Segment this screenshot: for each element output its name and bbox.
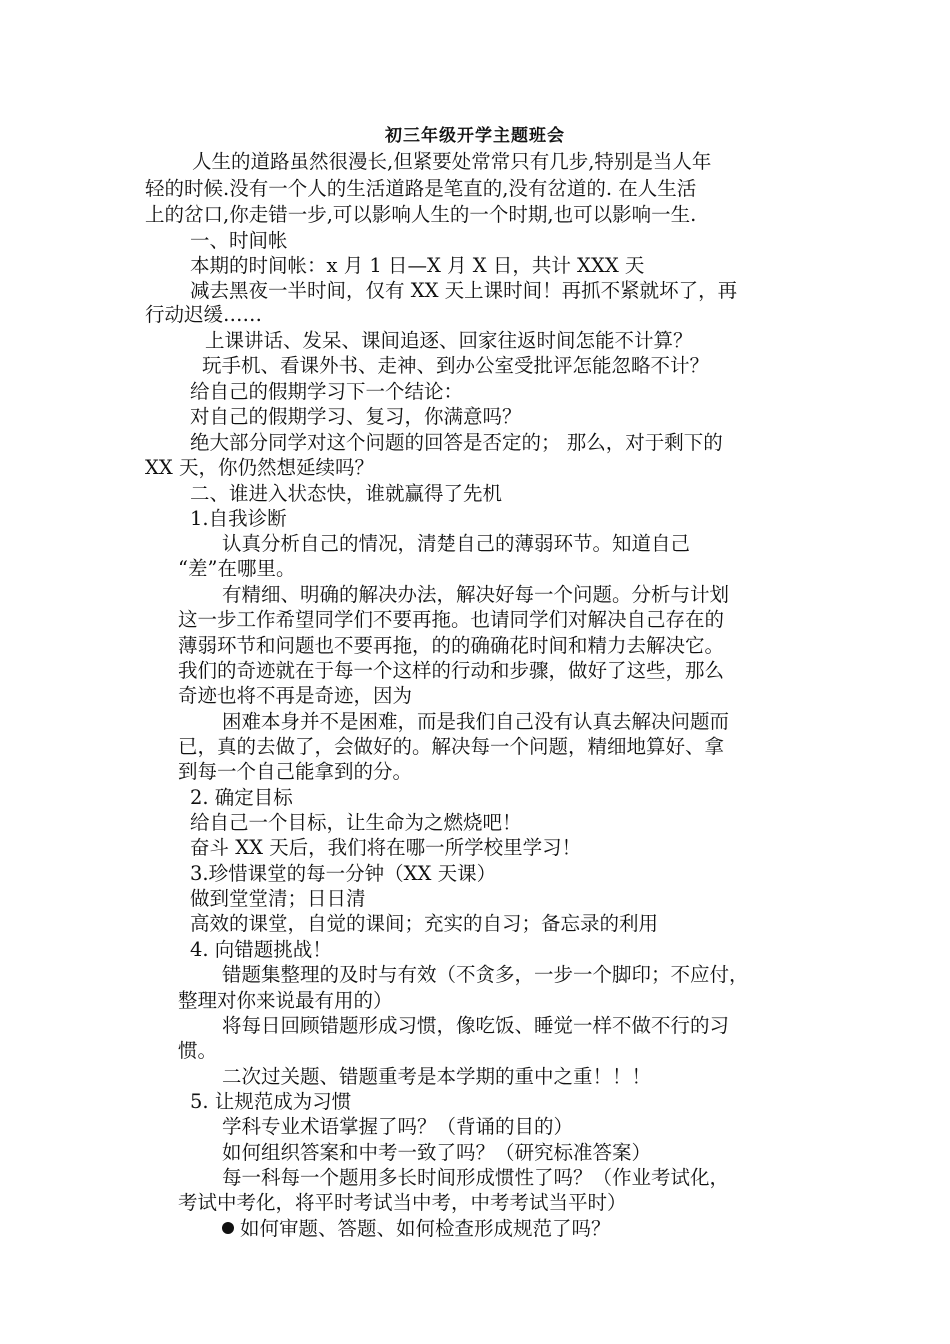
document-title: 初三年级开学主题班会 xyxy=(385,126,565,146)
paragraph-line: 二次过关题、错题重考是本学期的重中之重！！！ xyxy=(222,1065,652,1088)
paragraph-line: 考试中考化，将平时考试当中考，中考考试当平时） xyxy=(178,1191,627,1214)
paragraph-line: 给自己的假期学习下一个结论： xyxy=(190,380,464,403)
paragraph-line: 如何组织答案和中考一致了吗？（研究标准答案） xyxy=(222,1141,652,1164)
paragraph-line: 给自己一个目标，让生命为之燃烧吧！ xyxy=(190,811,522,834)
bullet-text: 如何审题、答题、如何检查形成规范了吗？ xyxy=(240,1217,611,1240)
paragraph-line: 高效的课堂，自觉的课间；充实的自习；备忘录的利用 xyxy=(190,912,659,935)
bullet-line xyxy=(222,1216,611,1242)
paragraph-line: 到每一个自己能拿到的分。 xyxy=(178,760,413,783)
section-heading: 二、谁进入状态快，谁就赢得了先机 xyxy=(190,482,503,505)
paragraph-line: 每一科每一个题用多长时间形成惯性了吗？（作业考试化， xyxy=(222,1166,730,1189)
paragraph-line: 整理对你来说最有用的） xyxy=(178,989,393,1012)
paragraph-line: 减去黑夜一半时间，仅有 XX 天上课时间！再抓不紧就坏了，再 xyxy=(190,279,738,302)
paragraph-line: 我们的奇迹就在于每一个这样的行动和步骤，做好了这些，那么 xyxy=(178,659,725,682)
paragraph-line: 认真分析自己的情况，清楚自己的薄弱环节。知道自己 xyxy=(222,532,691,555)
paragraph-line: XX 天，你仍然想延续吗？ xyxy=(145,456,374,479)
paragraph-line: 奋斗 XX 天后，我们将在哪一所学校里学习！ xyxy=(190,836,582,859)
paragraph-line: 将每日回顾错题形成习惯，像吃饭、睡觉一样不做不行的习 xyxy=(222,1014,730,1037)
paragraph-line: 薄弱环节和问题也不要再拖，的的确确花时间和精力去解决它。 xyxy=(178,634,725,657)
subsection-heading: 4. 向错题挑战！ xyxy=(190,938,332,961)
paragraph-line: 玩手机、看课外书、走神、到办公室受批评怎能忽略不计？ xyxy=(202,354,710,377)
paragraph-line: “差”在哪里。 xyxy=(178,557,296,580)
paragraph-line: 有精细、明确的解决办法，解决好每一个问题。分析与计划 xyxy=(222,583,730,606)
subsection-heading: 5. 让规范成为习惯 xyxy=(190,1090,352,1113)
paragraph-line: 绝大部分同学对这个问题的回答是否定的； 那么，对于剩下的 xyxy=(190,431,723,454)
paragraph-line: 做到堂堂清；日日清 xyxy=(190,887,366,910)
subsection-heading: 2. 确定目标 xyxy=(190,786,293,809)
subsection-heading: 3.珍惜课堂的每一分钟（XX 天课） xyxy=(190,862,497,885)
paragraph-line: 上的岔口,你走错一步,可以影响人生的一个时期,也可以影响一生. xyxy=(145,203,697,226)
paragraph-line: 已，真的去做了，会做好的。解决每一个问题，精细地算好、拿 xyxy=(178,735,725,758)
paragraph-line: 对自己的假期学习、复习，你满意吗？ xyxy=(190,405,522,428)
bullet-icon xyxy=(222,1222,234,1234)
paragraph-line: 惯。 xyxy=(178,1039,218,1062)
paragraph-line: 上课讲话、发呆、课间追逐、回家往返时间怎能不计算？ xyxy=(205,329,693,352)
paragraph-line: 学科专业术语掌握了吗？（背诵的目的） xyxy=(222,1115,574,1138)
paragraph-line: 错题集整理的及时与有效（不贪多，一步一个脚印；不应付， xyxy=(222,963,749,986)
paragraph-line: 这一步工作希望同学们不要再拖。也请同学们对解决自己存在的 xyxy=(178,608,725,631)
section-heading: 一、时间帐 xyxy=(190,229,288,252)
paragraph-line: 行动迟缓…… xyxy=(145,303,263,326)
paragraph-line: 奇迹也将不再是奇迹，因为 xyxy=(178,684,413,707)
paragraph-line: 困难本身并不是困难，而是我们自己没有认真去解决问题而 xyxy=(222,710,730,733)
subsection-heading: 1.自我诊断 xyxy=(190,507,287,530)
paragraph-line: 本期的时间帐：x 月 1 日—X 月 X 日，共计 XXX 天 xyxy=(190,254,645,277)
paragraph-line: 轻的时候.没有一个人的生活道路是笔直的,没有岔道的. 在人生活 xyxy=(145,177,697,200)
paragraph-line: 人生的道路虽然很漫长,但紧要处常常只有几步,特别是当人年 xyxy=(192,150,712,173)
